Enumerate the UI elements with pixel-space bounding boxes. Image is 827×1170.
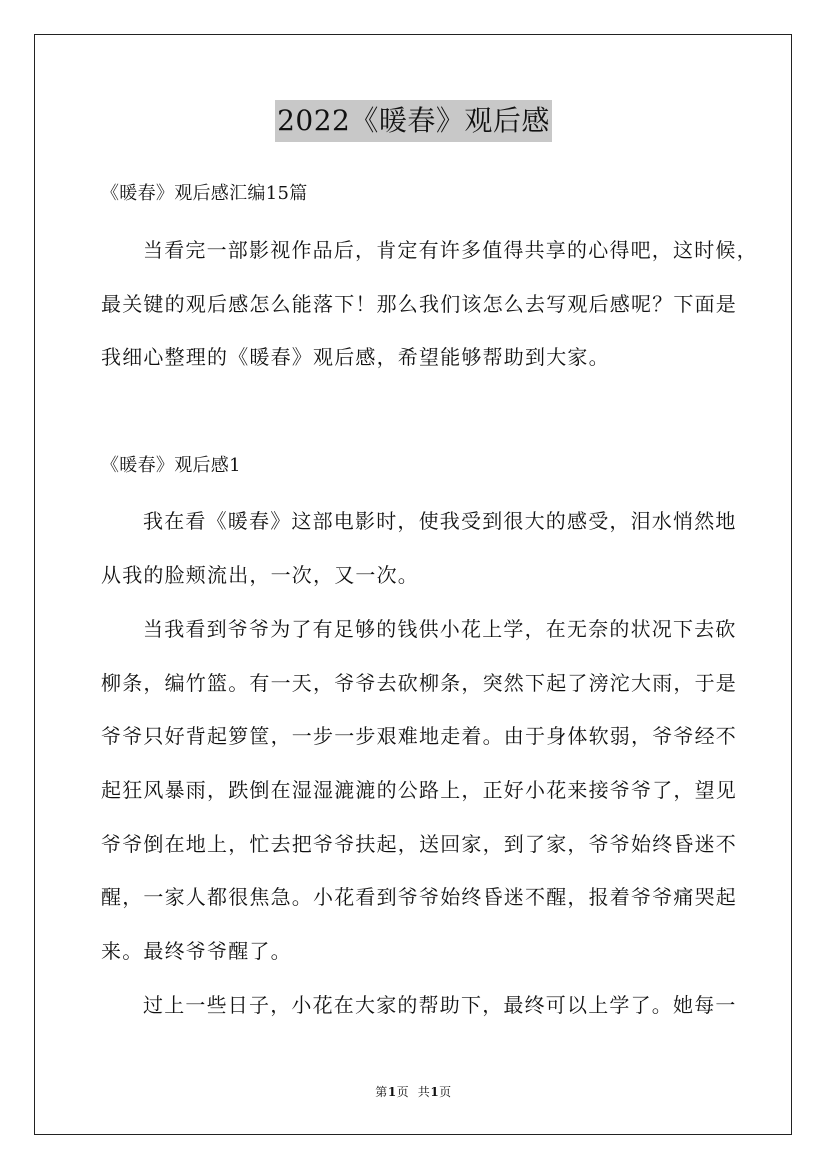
page-footer <box>0 1083 827 1101</box>
paragraph1-line-1: 我在看《暖春》这部电影时，使我受到很大的感受，泪水悄然地 <box>143 509 737 533</box>
paragraph2-line-2: 柳条，编竹篮。有一天，爷爷去砍柳条，突然下起了滂沱大雨，于是 <box>101 671 737 695</box>
footer-page-suffix: 页 <box>439 1085 452 1099</box>
document-title: 2022《暖春》观后感 <box>275 100 552 142</box>
paragraph2-line-5: 爷爷倒在地上，忙去把爷爷扶起，送回家，到了家，爷爷始终昏迷不 <box>101 832 737 856</box>
footer-page-prefix: 第 <box>375 1085 388 1099</box>
intro-line-2: 最关键的观后感怎么能落下！那么我们该怎么去写观后感呢？下面是 <box>101 292 737 316</box>
paragraph2-line-7: 来。最终爷爷醒了。 <box>101 939 292 963</box>
document-subtitle: 《暖春》观后感汇编15篇 <box>101 183 308 204</box>
paragraph2-line-6: 醒，一家人都很焦急。小花看到爷爷始终昏迷不醒，报着爷爷痛哭起 <box>101 885 737 909</box>
title-container <box>0 100 827 142</box>
paragraph1-line-2: 从我的脸颊流出，一次，又一次。 <box>101 563 419 587</box>
footer-page-mid: 页 共 <box>396 1085 431 1099</box>
paragraph2-line-4: 起狂风暴雨，跌倒在湿湿漉漉的公路上，正好小花来接爷爷了，望见 <box>101 778 737 802</box>
paragraph2-line-3: 爷爷只好背起箩筐，一步一步艰难地走着。由于身体软弱，爷爷经不 <box>101 724 737 748</box>
footer-page-total: 1 <box>430 1085 440 1099</box>
paragraph3-line-1: 过上一些日子，小花在大家的帮助下，最终可以上学了。她每一 <box>143 993 737 1017</box>
paragraph2-line-1: 当我看到爷爷为了有足够的钱供小花上学，在无奈的状况下去砍 <box>143 617 737 641</box>
footer-page-number: 1 <box>387 1085 397 1099</box>
section-heading: 《暖春》观后感1 <box>101 455 241 476</box>
intro-line-3: 我细心整理的《暖春》观后感，希望能够帮助到大家。 <box>101 345 610 369</box>
intro-line-1: 当看完一部影视作品后，肯定有许多值得共享的心得吧，这时候， <box>143 238 758 262</box>
